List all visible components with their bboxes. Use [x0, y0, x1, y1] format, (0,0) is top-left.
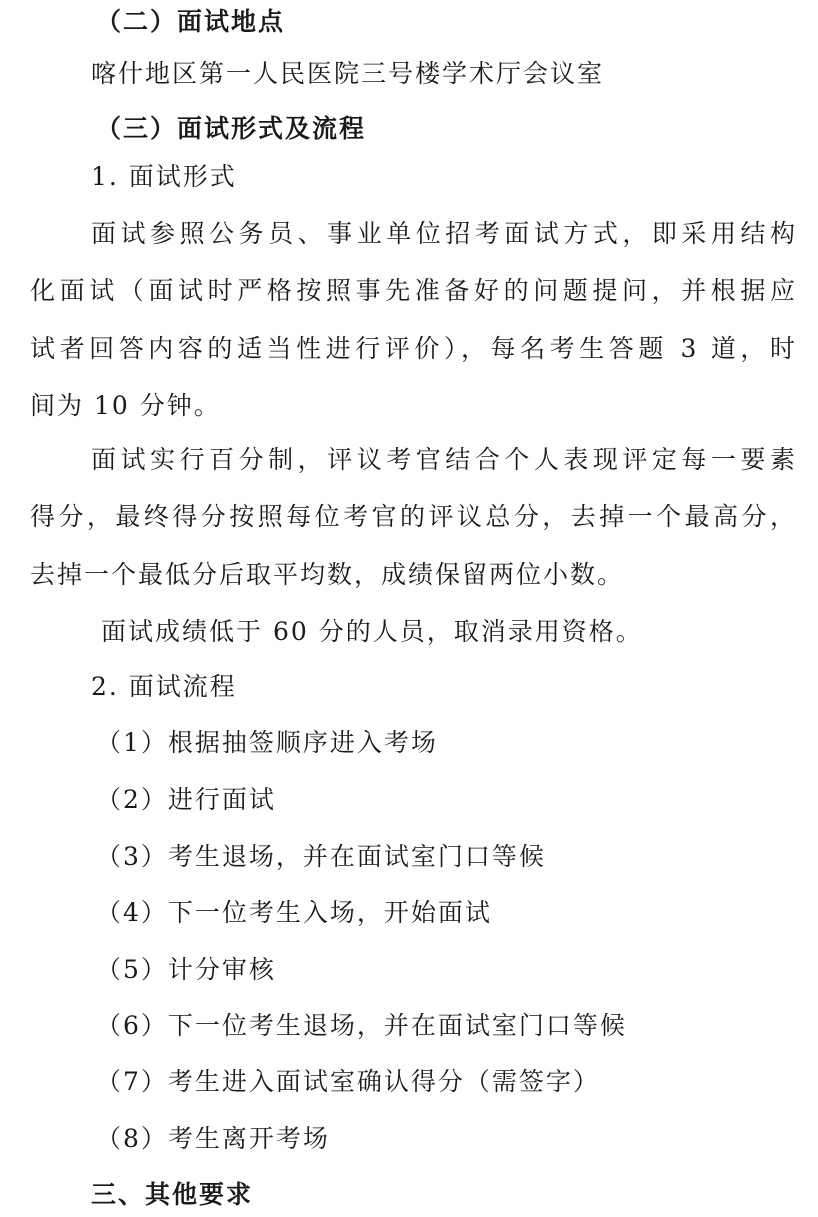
step-item-4: （4）下一位考生入场，开始面试 — [96, 898, 492, 927]
section-location-heading: （二）面试地点 — [96, 7, 286, 36]
format-para1-line4: 间为 10 分钟。 — [30, 391, 221, 420]
step-item-2: （2）进行面试 — [96, 785, 276, 814]
section-other-heading: 三、其他要求 — [91, 1180, 254, 1209]
format-para3: 面试成绩低于 60 分的人员，取消录用资格。 — [101, 617, 643, 646]
step-item-7: （7）考生进入面试室确认得分（需签字） — [96, 1067, 600, 1096]
format-para2-line3: 去掉一个最低分后取平均数，成绩保留两位小数。 — [30, 560, 625, 589]
format-para2-line2: 得分，最终得分按照每位考官的评议总分，去掉一个最高分， — [30, 502, 797, 531]
step-item-5: （5）计分审核 — [96, 955, 276, 984]
format-para1-line1: 面试参照公务员、事业单位招考面试方式，即采用结构 — [91, 219, 797, 248]
location-text: 喀什地区第一人民医院三号楼学术厅会议室 — [91, 59, 605, 88]
sub-format-title: 1. 面试形式 — [91, 162, 237, 191]
step-item-6: （6）下一位考生退场，并在面试室门口等候 — [96, 1011, 627, 1040]
step-item-1: （1）根据抽签顺序进入考场 — [96, 728, 438, 757]
sub-process-title: 2. 面试流程 — [91, 672, 237, 701]
format-para1-line3: 试者回答内容的适当性进行评价），每名考生答题 3 道，时 — [30, 334, 797, 363]
step-item-3: （3）考生退场，并在面试室门口等候 — [96, 842, 546, 871]
format-para2-line1: 面试实行百分制，评议考官结合个人表现评定每一要素 — [91, 445, 797, 474]
section-format-heading: （三）面试形式及流程 — [96, 114, 367, 143]
format-para1-line2: 化面试（面试时严格按照事先准备好的问题提问，并根据应 — [30, 276, 797, 305]
step-item-8: （8）考生离开考场 — [96, 1124, 330, 1153]
